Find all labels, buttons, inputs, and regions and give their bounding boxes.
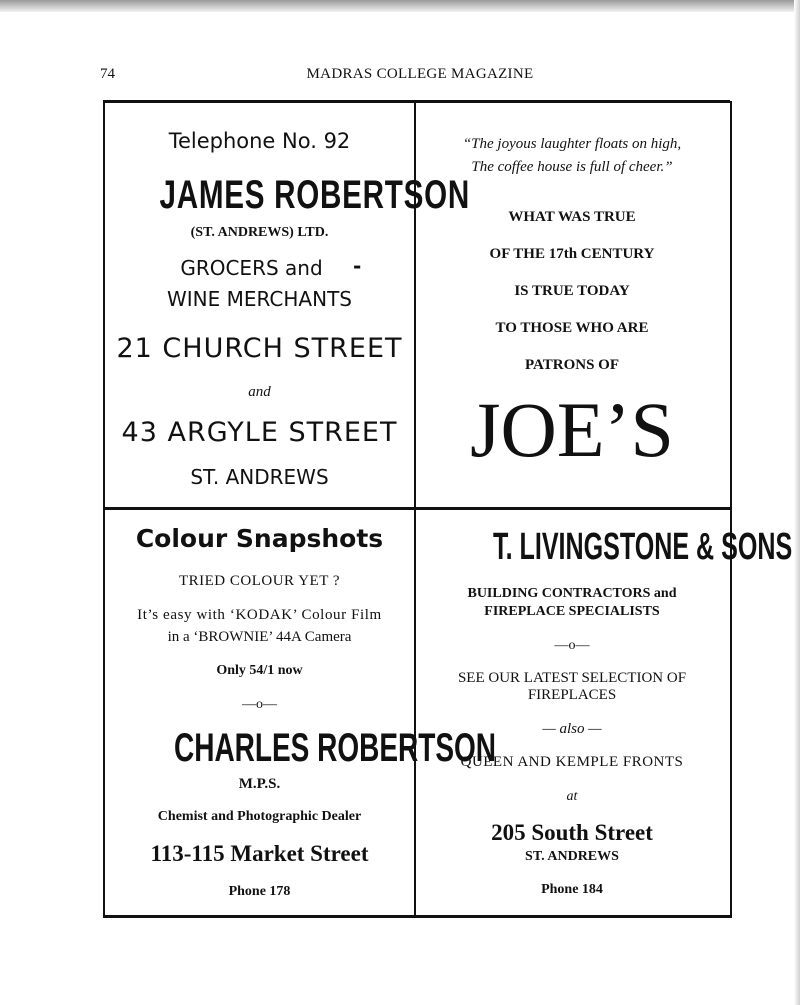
address: 113-115 Market Street <box>150 841 369 866</box>
quote-line-1: “The joyous laughter floats on high, <box>462 136 682 152</box>
address: 205 South Street <box>491 820 653 845</box>
conjunction: and <box>248 384 271 400</box>
ad-joes <box>416 103 728 507</box>
trade-line-2: FIREPLACE SPECIALISTS <box>484 604 660 619</box>
phone: Phone 178 <box>228 884 291 899</box>
company-suffix: (ST. ANDREWS) LTD. <box>190 225 329 240</box>
joes-line-5: PATRONS OF <box>524 357 620 373</box>
telephone-line: Telephone No. 92 <box>168 129 351 153</box>
running-head: MADRAS COLLEGE MAGAZINE <box>306 66 534 82</box>
scan-top-shadow <box>0 0 800 12</box>
offer-line-1: SEE OUR LATEST SELECTION OF <box>457 670 687 686</box>
qualification: M.P.S. <box>238 776 281 792</box>
trade-line-1-text: GROCERS and <box>180 256 323 280</box>
town: ST. ANDREWS <box>190 465 329 489</box>
joes-line-1: WHAT WAS TRUE <box>508 209 636 225</box>
joes-line-2: OF THE 17th CENTURY <box>489 246 655 262</box>
address-2: 43 ARGYLE STREET <box>121 417 398 448</box>
business-name: JAMES ROBERTSON <box>159 173 470 217</box>
business-name-wrap <box>416 526 793 572</box>
business-name-wrap <box>105 173 470 219</box>
frame-bottom-rule <box>103 915 730 918</box>
also-line: — also — <box>542 721 602 737</box>
price-line: Only 54/1 now <box>216 663 303 678</box>
joes-line-4: TO THOSE WHO ARE <box>495 320 649 336</box>
address-1: 21 CHURCH STREET <box>116 333 403 364</box>
scan-right-shadow <box>794 0 800 1005</box>
page-number: 74 <box>100 66 115 82</box>
body-line-2: in a ‘BROWNIE’ 44A Camera <box>167 629 352 645</box>
ad-charles-robertson <box>105 510 497 915</box>
phone: Phone 184 <box>541 882 603 897</box>
trade-line-1 <box>97 256 406 280</box>
town: ST. ANDREWS <box>525 849 619 864</box>
body-line-1: It’s easy with ‘KODAK’ Colour Film <box>137 607 382 623</box>
fronts-line: QUEEN AND KEMPLE FRONTS <box>460 754 684 770</box>
quote-line-2: The coffee house is full of cheer.” <box>471 159 673 175</box>
trade-line-2: WINE MERCHANTS <box>167 287 352 311</box>
ad-livingstone <box>416 510 793 915</box>
separator: —o— <box>554 638 590 653</box>
joes-line-3: IS TRUE TODAY <box>514 283 630 299</box>
joes-name: JOE’S <box>470 386 674 473</box>
business-name: CHARLES ROBERTSON <box>174 726 497 770</box>
separator: —o— <box>242 697 277 712</box>
ad-james-robertson <box>105 103 470 507</box>
colour-question: TRIED COLOUR YET ? <box>178 573 341 589</box>
at-line: at <box>566 789 578 804</box>
trade-line: Chemist and Photographic Dealer <box>157 809 362 824</box>
trade-dash: - <box>353 254 362 278</box>
offer-line-2: FIREPLACES <box>527 687 617 703</box>
snapshot-heading: Colour Snapshots <box>135 524 384 553</box>
business-name: T. LIVINGSTONE & SONS <box>493 526 793 568</box>
trade-line-1: BUILDING CONTRACTORS and <box>467 586 677 601</box>
business-name-wrap <box>105 726 497 774</box>
